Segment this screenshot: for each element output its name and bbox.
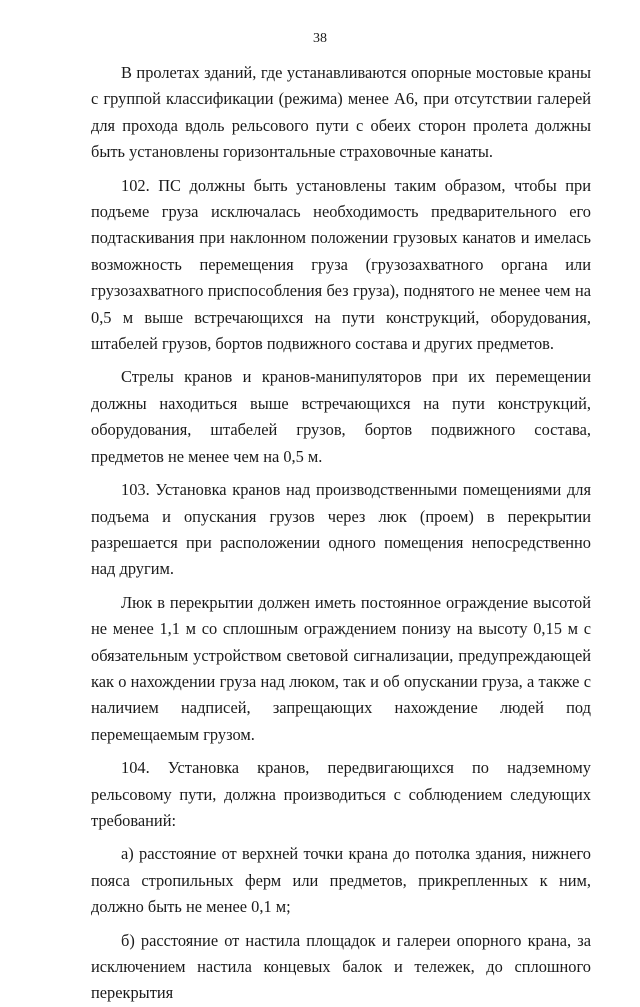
body-text	[91, 60, 591, 1007]
paragraph-104-b: б) расстояние от настила площадок и галереи опорного крана, за исключением настила концевых балок и тележек, до сплошного перекрытия	[91, 930, 591, 1003]
paragraph-galleries: В пролетах зданий, где устанавливаются опорные мостовые краны с группой классификации (режима) менее А6, при отсутствии галерей для прохода вдоль рельсового пути с обеих сторон пролета должны быть установлены горизонтальные страховочные канаты.	[91, 63, 591, 162]
paragraph-104: 104. Установка кранов, передвигающихся по надземному рельсовому пути, должна производиться с соблюдением следующих требований:	[91, 758, 591, 830]
page-number: 38	[313, 31, 327, 46]
paragraph-103: 103. Установка кранов над производственными помещениями для подъема и опускания грузов через люк (проем) в перекрытии разрешается при расположении одного помещения непосредственно над другим.	[91, 480, 591, 579]
paragraph-hatch: Люк в перекрытии должен иметь постоянное ограждение высотой не менее 1,1 м со сплошным ограждением понизу на высоту 0,15 м с обязательным устройством световой сигнализации, предупреждающей как о нахождении груза над люком, так и об опускании груза, а также с наличием надписей, запрещающих нахождение людей под перемещаемым грузом.	[91, 592, 591, 744]
paragraph-104-a: а) расстояние от верхней точки крана до потолка здания, нижнего пояса стропильных ферм или предметов, прикрепленных к ним, должно быть не менее 0,1 м;	[91, 844, 591, 917]
paragraph-102: 102. ПС должны быть установлены таким образом, чтобы при подъеме груза исключалась необходимость предварительного его подтаскивания при наклонном положении грузовых канатов и имелась возможность перемещения груза (грузозахватного органа или грузозахватного приспособления без груза), поднятого не менее чем на 0,5 м выше встречающихся на пути конструкций, оборудования, штабелей грузов, бортов подвижного состава и других предметов.	[91, 175, 591, 354]
paragraph-booms: Стрелы кранов и кранов-манипуляторов при их перемещении должны находиться выше встречающихся на пути конструкций, оборудования, штабелей грузов, бортов подвижного состава, предметов не менее чем на 0,5 м.	[91, 367, 591, 466]
